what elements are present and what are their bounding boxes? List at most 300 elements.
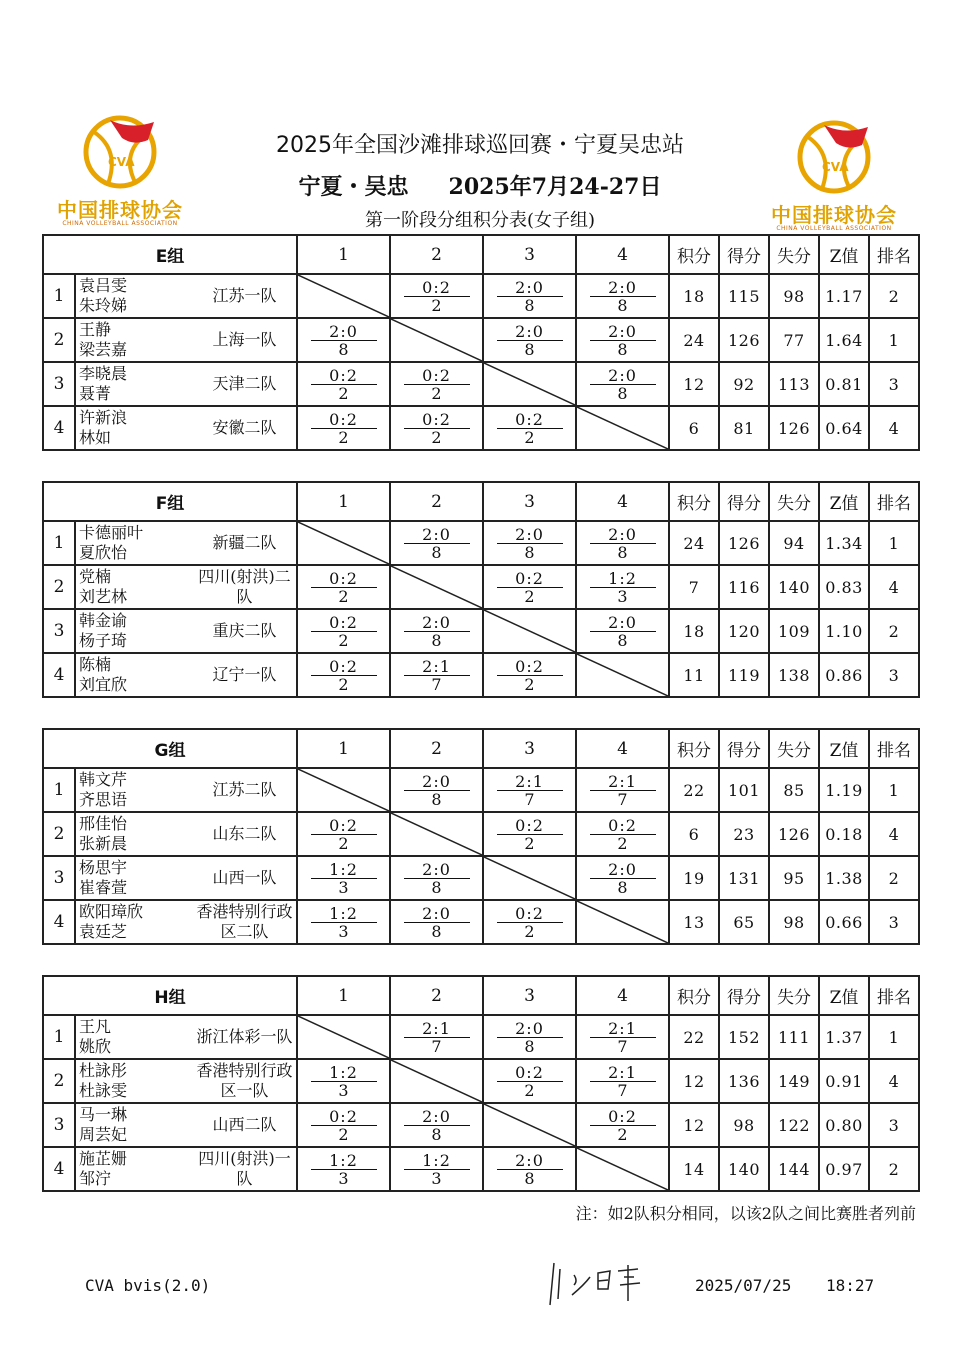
match-score (404, 1020, 470, 1055)
set-score: 0:2 (404, 367, 470, 385)
match-points: 8 (431, 877, 442, 897)
table-row (43, 856, 919, 900)
match-score (404, 905, 470, 940)
team-name: 天津二队 (193, 362, 297, 406)
won-value: 126 (719, 318, 769, 362)
player-name: 崔睿萱 (79, 878, 128, 897)
match-points: 2 (524, 833, 535, 853)
points-value: 6 (669, 812, 719, 856)
rank-value: 3 (869, 362, 919, 406)
self-match-cell (483, 856, 576, 900)
table-row (43, 565, 919, 609)
lost-value: 126 (769, 406, 819, 450)
player-names (75, 1103, 193, 1147)
match-score (590, 279, 656, 314)
team-name: 四川(射洪)二队 (193, 565, 297, 609)
match-score (590, 817, 656, 852)
match-result-cell (483, 1015, 576, 1059)
match-result-cell (390, 1147, 483, 1191)
match-result-cell (390, 609, 483, 653)
won-value: 23 (719, 812, 769, 856)
set-score: 0:2 (311, 570, 377, 588)
match-points: 8 (617, 339, 628, 359)
player-name: 杜詠雯 (79, 1081, 128, 1100)
opponent-column-header: 4 (576, 482, 669, 521)
set-score: 2:0 (590, 526, 656, 544)
player-names (75, 856, 193, 900)
player-name: 袁吕雯 (79, 276, 128, 295)
team-seed: 2 (43, 1059, 75, 1103)
match-points: 8 (338, 339, 349, 359)
rank-column-header: 排名 (869, 976, 919, 1015)
lost-value: 111 (769, 1015, 819, 1059)
set-score: 2:0 (311, 323, 377, 341)
player-name: 陈楠 (79, 655, 112, 674)
match-result-cell (297, 565, 390, 609)
player-name: 邹泞 (79, 1169, 112, 1188)
player-names (75, 362, 193, 406)
set-score: 0:2 (497, 905, 563, 923)
match-result-cell (390, 653, 483, 697)
set-score: 2:1 (590, 773, 656, 791)
won-value: 98 (719, 1103, 769, 1147)
match-result-cell (297, 653, 390, 697)
team-seed: 2 (43, 565, 75, 609)
set-score: 1:2 (311, 861, 377, 879)
table-row (43, 406, 919, 450)
set-score: 2:1 (590, 1064, 656, 1082)
team-seed: 3 (43, 362, 75, 406)
signature-icon (540, 1255, 650, 1315)
match-score (404, 773, 470, 808)
event-title: 2025年全国沙滩排球巡回赛・宁夏吴忠站 (276, 133, 684, 158)
match-points: 2 (338, 383, 349, 403)
set-score: 0:2 (497, 817, 563, 835)
player-names (75, 653, 193, 697)
lost-column-header: 失分 (769, 729, 819, 768)
self-match-cell (576, 1147, 669, 1191)
match-result-cell (576, 565, 669, 609)
z-value: 0.80 (819, 1103, 869, 1147)
set-score: 0:2 (590, 1108, 656, 1126)
event-dates: 2025年7月24-27日 (448, 174, 662, 200)
match-score (404, 526, 470, 561)
table-row (43, 274, 919, 318)
table-row (43, 653, 919, 697)
lost-column-header: 失分 (769, 482, 819, 521)
set-score: 0:2 (404, 411, 470, 429)
match-score (311, 367, 377, 402)
rank-column-header: 排名 (869, 235, 919, 274)
match-score (404, 279, 470, 314)
opponent-column-header: 2 (390, 482, 483, 521)
set-score: 2:0 (497, 323, 563, 341)
match-result-cell (576, 521, 669, 565)
rank-value: 4 (869, 565, 919, 609)
player-name: 杜詠彤 (79, 1061, 128, 1080)
won-value: 101 (719, 768, 769, 812)
match-points: 2 (338, 833, 349, 853)
table-row (43, 521, 919, 565)
self-match-cell (390, 318, 483, 362)
match-points: 2 (524, 1080, 535, 1100)
z-value: 0.66 (819, 900, 869, 944)
points-value: 14 (669, 1147, 719, 1191)
match-result-cell (576, 856, 669, 900)
match-points: 3 (338, 1168, 349, 1188)
player-name: 杨思宇 (79, 858, 128, 877)
opponent-column-header: 3 (483, 482, 576, 521)
match-score (590, 526, 656, 561)
team-seed: 2 (43, 812, 75, 856)
set-score: 2:0 (497, 1152, 563, 1170)
self-match-cell (576, 406, 669, 450)
match-points: 2 (524, 427, 535, 447)
points-value: 24 (669, 318, 719, 362)
team-seed: 4 (43, 653, 75, 697)
team-seed: 1 (43, 521, 75, 565)
set-score: 0:2 (311, 367, 377, 385)
event-location-date (0, 170, 960, 201)
opponent-column-header: 3 (483, 976, 576, 1015)
svg-text:CVA: CVA (108, 155, 135, 169)
opponent-column-header: 4 (576, 976, 669, 1015)
lost-value: 144 (769, 1147, 819, 1191)
set-score: 2:1 (404, 658, 470, 676)
self-match-cell (483, 362, 576, 406)
match-points: 8 (617, 877, 628, 897)
set-score: 0:2 (311, 411, 377, 429)
rank-value: 4 (869, 406, 919, 450)
match-score (404, 861, 470, 896)
match-points: 8 (524, 1036, 535, 1056)
won-value: 116 (719, 565, 769, 609)
match-score (497, 323, 563, 358)
team-name: 香港特别行政区二队 (193, 900, 297, 944)
match-result-cell (297, 856, 390, 900)
points-value: 13 (669, 900, 719, 944)
player-names (75, 1015, 193, 1059)
match-score (497, 279, 563, 314)
z-value: 0.64 (819, 406, 869, 450)
self-match-cell (576, 653, 669, 697)
z-column-header: Z值 (819, 482, 869, 521)
set-score: 0:2 (497, 658, 563, 676)
won-value: 81 (719, 406, 769, 450)
lost-value: 126 (769, 812, 819, 856)
set-score: 2:0 (590, 614, 656, 632)
opponent-column-header: 1 (297, 482, 390, 521)
table-row (43, 362, 919, 406)
logo-caption: 中国排球协会 (57, 198, 183, 222)
player-name: 杨子琦 (79, 631, 128, 650)
points-value: 12 (669, 362, 719, 406)
match-result-cell (297, 1147, 390, 1191)
z-value: 1.10 (819, 609, 869, 653)
team-name: 上海一队 (193, 318, 297, 362)
points-value: 6 (669, 406, 719, 450)
self-match-cell (483, 609, 576, 653)
won-value: 65 (719, 900, 769, 944)
opponent-column-header: 1 (297, 729, 390, 768)
team-seed: 1 (43, 1015, 75, 1059)
set-score: 2:0 (404, 526, 470, 544)
match-points: 7 (431, 1036, 442, 1056)
match-score (311, 905, 377, 940)
match-score (311, 1152, 377, 1187)
points-column-header: 积分 (669, 482, 719, 521)
match-points: 2 (524, 921, 535, 941)
match-score (497, 1020, 563, 1055)
rank-value: 2 (869, 856, 919, 900)
set-score: 0:2 (404, 279, 470, 297)
opponent-column-header: 2 (390, 235, 483, 274)
match-score (404, 411, 470, 446)
team-name: 重庆二队 (193, 609, 297, 653)
player-name: 梁芸嘉 (79, 340, 128, 359)
match-points: 3 (338, 877, 349, 897)
table-row (43, 1147, 919, 1191)
match-result-cell (576, 1015, 669, 1059)
won-value: 152 (719, 1015, 769, 1059)
z-value: 1.17 (819, 274, 869, 318)
match-result-cell (390, 1103, 483, 1147)
player-name: 齐思语 (79, 790, 128, 809)
player-name: 袁廷芝 (79, 922, 128, 941)
self-match-cell (297, 768, 390, 812)
match-points: 7 (431, 674, 442, 694)
opponent-column-header: 3 (483, 235, 576, 274)
set-score: 1:2 (311, 905, 377, 923)
player-name: 韩文芹 (79, 770, 128, 789)
player-names (75, 900, 193, 944)
match-result-cell (483, 900, 576, 944)
match-points: 8 (617, 542, 628, 562)
group-name: E组 (43, 235, 297, 274)
match-points: 8 (617, 383, 628, 403)
rank-value: 3 (869, 1103, 919, 1147)
match-result-cell (576, 1103, 669, 1147)
match-score (590, 614, 656, 649)
match-score (311, 1108, 377, 1143)
self-match-cell (576, 900, 669, 944)
table-row (43, 1015, 919, 1059)
player-name: 李晓晨 (79, 364, 128, 383)
match-score (404, 658, 470, 693)
match-result-cell (483, 406, 576, 450)
team-name: 山西二队 (193, 1103, 297, 1147)
set-score: 2:0 (497, 526, 563, 544)
match-result-cell (297, 1103, 390, 1147)
print-date: 2025/07/25 (695, 1276, 792, 1295)
player-name: 王静 (79, 320, 112, 339)
team-seed: 4 (43, 1147, 75, 1191)
table-row (43, 812, 919, 856)
match-result-cell (390, 274, 483, 318)
match-points: 2 (338, 674, 349, 694)
z-value: 0.81 (819, 362, 869, 406)
group-table (42, 234, 920, 451)
match-score (311, 323, 377, 358)
match-points: 2 (338, 586, 349, 606)
match-result-cell (483, 274, 576, 318)
match-result-cell (576, 362, 669, 406)
set-score: 2:0 (590, 279, 656, 297)
team-seed: 3 (43, 856, 75, 900)
team-name: 香港特别行政区一队 (193, 1059, 297, 1103)
match-points: 2 (338, 630, 349, 650)
opponent-column-header: 4 (576, 235, 669, 274)
player-names (75, 768, 193, 812)
match-result-cell (483, 521, 576, 565)
match-score (311, 411, 377, 446)
player-names (75, 565, 193, 609)
match-result-cell (483, 1147, 576, 1191)
group-name: F组 (43, 482, 297, 521)
player-name: 卡德丽叶 (79, 523, 144, 542)
opponent-column-header: 4 (576, 729, 669, 768)
match-score (311, 614, 377, 649)
team-name: 新疆二队 (193, 521, 297, 565)
lost-value: 77 (769, 318, 819, 362)
points-value: 12 (669, 1103, 719, 1147)
match-result-cell (297, 406, 390, 450)
player-names (75, 406, 193, 450)
match-result-cell (483, 565, 576, 609)
player-names (75, 1059, 193, 1103)
match-score (590, 773, 656, 808)
player-name: 马一琳 (79, 1105, 128, 1124)
player-names (75, 318, 193, 362)
match-points: 2 (524, 586, 535, 606)
match-score (590, 1020, 656, 1055)
team-name: 山西一队 (193, 856, 297, 900)
player-names (75, 609, 193, 653)
rank-value: 1 (869, 768, 919, 812)
tiebreak-note: 注：如2队积分相同，以该2队之间比赛胜者列前 (575, 1204, 916, 1223)
team-seed: 3 (43, 1103, 75, 1147)
player-names (75, 274, 193, 318)
match-result-cell (297, 318, 390, 362)
player-name: 欧阳璋欣 (79, 902, 144, 921)
lost-value: 85 (769, 768, 819, 812)
table-row (43, 1103, 919, 1147)
points-value: 19 (669, 856, 719, 900)
match-score (497, 658, 563, 693)
player-name: 夏欣怡 (79, 543, 128, 562)
player-names (75, 1147, 193, 1191)
logo-subtitle: CHINA VOLLEYBALL ASSOCIATION (62, 220, 178, 227)
match-points: 2 (431, 295, 442, 315)
rank-value: 1 (869, 1015, 919, 1059)
match-points: 2 (431, 383, 442, 403)
won-column-header: 得分 (719, 729, 769, 768)
team-seed: 1 (43, 768, 75, 812)
rank-column-header: 排名 (869, 729, 919, 768)
set-score: 1:2 (404, 1152, 470, 1170)
match-result-cell (390, 768, 483, 812)
match-score (590, 1108, 656, 1143)
rank-column-header: 排名 (869, 482, 919, 521)
set-score: 1:2 (590, 570, 656, 588)
z-value: 1.37 (819, 1015, 869, 1059)
won-column-header: 得分 (719, 976, 769, 1015)
player-name: 刘艺林 (79, 587, 128, 606)
opponent-column-header: 2 (390, 976, 483, 1015)
lost-value: 113 (769, 362, 819, 406)
match-points: 2 (617, 1124, 628, 1144)
match-score (590, 861, 656, 896)
group-table (42, 975, 920, 1192)
match-points: 8 (524, 295, 535, 315)
match-result-cell (576, 609, 669, 653)
match-points: 8 (431, 789, 442, 809)
lost-column-header: 失分 (769, 235, 819, 274)
match-result-cell (390, 362, 483, 406)
won-value: 126 (719, 521, 769, 565)
set-score: 2:0 (404, 614, 470, 632)
z-column-header: Z值 (819, 235, 869, 274)
match-score (404, 614, 470, 649)
match-points: 2 (431, 427, 442, 447)
player-name: 刘宜欣 (79, 675, 128, 694)
lost-column-header: 失分 (769, 976, 819, 1015)
match-score (497, 817, 563, 852)
logo-subtitle: CHINA VOLLEYBALL ASSOCIATION (776, 225, 892, 232)
match-points: 8 (431, 542, 442, 562)
team-seed: 3 (43, 609, 75, 653)
team-seed: 4 (43, 900, 75, 944)
match-points: 7 (617, 789, 628, 809)
lost-value: 109 (769, 609, 819, 653)
self-match-cell (390, 1059, 483, 1103)
opponent-column-header: 3 (483, 729, 576, 768)
points-column-header: 积分 (669, 235, 719, 274)
match-score (311, 658, 377, 693)
set-score: 0:2 (311, 614, 377, 632)
match-score (311, 570, 377, 605)
player-names (75, 521, 193, 565)
match-result-cell (576, 812, 669, 856)
set-score: 2:0 (404, 861, 470, 879)
z-value: 1.64 (819, 318, 869, 362)
opponent-column-header: 1 (297, 976, 390, 1015)
match-result-cell (297, 362, 390, 406)
won-value: 119 (719, 653, 769, 697)
match-points: 2 (338, 1124, 349, 1144)
rank-value: 1 (869, 521, 919, 565)
match-score (590, 367, 656, 402)
self-match-cell (297, 274, 390, 318)
rank-value: 2 (869, 274, 919, 318)
opponent-column-header: 2 (390, 729, 483, 768)
lost-value: 138 (769, 653, 819, 697)
player-name: 姚欣 (79, 1037, 112, 1056)
won-value: 131 (719, 856, 769, 900)
set-score: 2:0 (497, 279, 563, 297)
team-seed: 4 (43, 406, 75, 450)
match-points: 3 (338, 1080, 349, 1100)
set-score: 2:0 (497, 1020, 563, 1038)
team-name: 安徽二队 (193, 406, 297, 450)
set-score: 2:0 (404, 1108, 470, 1126)
rank-value: 2 (869, 1147, 919, 1191)
z-value: 0.86 (819, 653, 869, 697)
self-match-cell (483, 1103, 576, 1147)
lost-value: 122 (769, 1103, 819, 1147)
set-score: 2:1 (590, 1020, 656, 1038)
set-score: 2:1 (497, 773, 563, 791)
